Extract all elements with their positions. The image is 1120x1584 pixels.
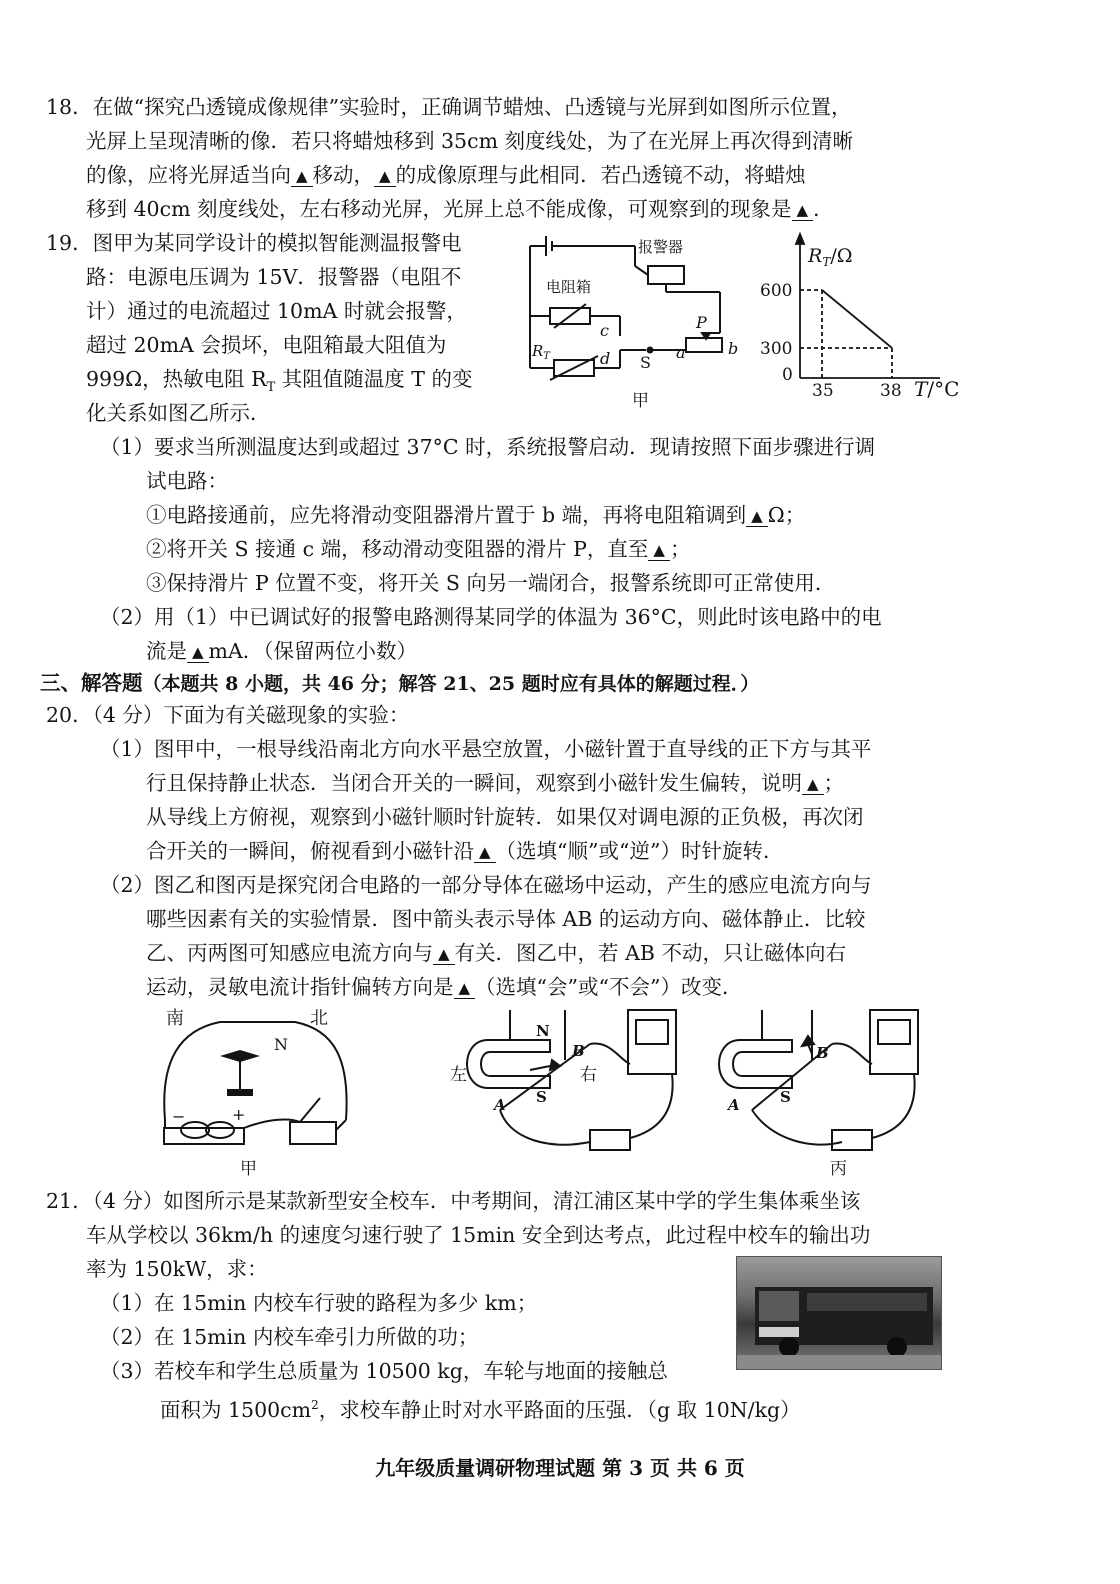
induction-figure-c xyxy=(712,1000,952,1180)
x-axis-label: T/°C xyxy=(914,377,960,401)
q20-part2-line1: （2）图乙和图丙是探究闭合电路的一部分导体在磁场中运动，产生的感应电流方向与 xyxy=(100,873,872,897)
q19-line3: 计）通过的电流超过 10mA 时就会报警， xyxy=(86,299,467,323)
q20-part1-line2 xyxy=(146,768,844,798)
q18-text: 的像，应将光屏适当向 xyxy=(86,163,291,187)
triangle-mark: ▲ xyxy=(653,541,665,559)
q19-line6: 化关系如图乙所示． xyxy=(86,401,271,425)
north-label: 北 xyxy=(310,1008,328,1029)
terminal-c-label: c xyxy=(600,321,609,340)
q18-text: 移到 40cm 刻度线处，左右移动光屏，光屏上总不能成像，可观察到的现象是 xyxy=(86,197,792,221)
magnet-s-label: S xyxy=(780,1088,791,1106)
q21-text: 面积为 1500cm xyxy=(160,1397,312,1422)
triangle-mark: ▲ xyxy=(751,507,763,525)
q19-line4: 超过 20mA 会损坏，电阻箱最大阻值为 xyxy=(86,333,447,357)
induction-figure-b xyxy=(440,1000,680,1160)
answer-blank[interactable] xyxy=(474,841,496,863)
q19-text: 其阻值随温度 T 的变 xyxy=(275,367,473,391)
q21-item3: （3）若校车和学生总质量为 10500 kg，车轮与地面的接触总 xyxy=(100,1359,668,1383)
triangle-mark: ▲ xyxy=(796,201,809,219)
alarm-label: 报警器 xyxy=(638,238,684,256)
q20-text: （选填“顺”或“逆”）时针旋转． xyxy=(495,839,784,863)
q20-text: ； xyxy=(823,771,845,795)
answer-blank[interactable] xyxy=(187,641,209,663)
q20-text: 运动，灵敏电流计指针偏转方向是 xyxy=(146,975,454,999)
answer-blank[interactable] xyxy=(792,199,814,221)
switch-label: S xyxy=(640,353,651,372)
needle-n-label: N xyxy=(274,1035,288,1054)
q19-text: 流是 xyxy=(146,639,187,663)
q21-item2: （2）在 15min 内校车牵引力所做的功； xyxy=(100,1325,479,1349)
q20-text: 行且保持静止状态．当闭合开关的一瞬间，观察到小磁针发生偏转，说明 xyxy=(146,771,802,795)
q19-part2-line2 xyxy=(146,636,417,666)
x-tick-35: 35 xyxy=(812,381,834,401)
alarm-circuit-diagram xyxy=(520,228,750,418)
q18-text: 移动， xyxy=(312,163,375,187)
negative-terminal: − xyxy=(172,1107,186,1126)
figure-caption: 丙 xyxy=(830,1159,847,1179)
q20-part2-line2: 哪些因素有关的实验情景．图中箭头表示导体 AB 的运动方向、磁体静止．比较 xyxy=(146,907,866,931)
q18-text: 的成像原理与此相同．若凸透镜不动，将蜡烛 xyxy=(395,163,806,187)
q19-step1 xyxy=(146,500,805,530)
end-b-label: B xyxy=(572,1042,585,1060)
superscript: 2 xyxy=(311,1398,319,1412)
rt-temperature-graph xyxy=(760,228,970,408)
q21-line1: 21．（4 分）如图所示是某款新型安全校车．中考期间，清江浦区某中学的学生集体乘坐该 xyxy=(46,1189,861,1213)
answer-blank[interactable] xyxy=(433,943,455,965)
q20-part1-line1: （1）图甲中，一根导线沿南北方向水平悬空放置，小磁针置于直导线的正下方与其平 xyxy=(100,737,872,761)
q20-part1-line4 xyxy=(146,836,783,866)
q20-part1-line3: 从导线上方俯视，观察到小磁针顺时针旋转．如果仅对调电源的正负极，再次闭 xyxy=(146,805,864,829)
q21-item3-cont xyxy=(160,1390,801,1425)
y-tick-600: 600 xyxy=(760,281,793,301)
thermistor-label: $R_T$ xyxy=(532,342,550,362)
school-bus-photo xyxy=(736,1256,942,1370)
bus-image xyxy=(737,1257,941,1369)
triangle-mark: ▲ xyxy=(192,643,204,661)
q18-line2: 光屏上呈现清晰的像．若只将蜡烛移到 35cm 刻度线处，为了在光屏上再次得到清晰 xyxy=(86,129,854,153)
figure-caption: 甲 xyxy=(240,1159,257,1179)
page-footer: 九年级质量调研物理试题 第 3 页 共 6 页 xyxy=(375,1456,745,1480)
q19-part1-line2: 试电路： xyxy=(146,469,228,493)
answer-blank[interactable] xyxy=(648,539,670,561)
q18-line3 xyxy=(86,160,806,190)
resistance-box-label: 电阻箱 xyxy=(546,278,592,296)
end-b-label: B xyxy=(816,1044,829,1062)
triangle-mark: ▲ xyxy=(479,843,491,861)
q20-part2-line3 xyxy=(146,938,846,968)
q19-text: 999Ω，热敏电阻 R xyxy=(86,367,267,391)
magnet-n-label: N xyxy=(536,1022,550,1040)
q21-line3: 率为 150kW，求： xyxy=(86,1257,268,1281)
q19-line2: 路：电源电压调为 15V．报警器（电阻不 xyxy=(86,265,462,289)
end-a-label: A xyxy=(494,1096,506,1114)
q19-part1-line1: （1）要求当所测温度达到或超过 37°C 时，系统报警启动．现请按照下面步骤进行调 xyxy=(100,435,876,459)
q20-text: 有关．图乙中，若 AB 不动，只让磁体向右 xyxy=(454,941,846,965)
q19-text: ②将开关 S 接通 c 端，移动滑动变阻器的滑片 P，直至 xyxy=(146,537,649,561)
triangle-mark: ▲ xyxy=(807,775,819,793)
terminal-d-label: d xyxy=(600,349,611,368)
q20-line1: 20．（4 分）下面为有关磁现象的实验： xyxy=(46,703,410,727)
triangle-mark: ▲ xyxy=(379,167,391,185)
answer-blank[interactable] xyxy=(746,505,768,527)
slider-p-label: P xyxy=(696,313,707,332)
q18-line1: 18．在做“探究凸透镜成像规律”实验时，正确调节蜡烛、凸透镜与光屏到如图所示位置， xyxy=(46,95,852,119)
section-title: 三、解答题 xyxy=(40,671,143,695)
answer-blank[interactable] xyxy=(802,773,824,795)
south-label: 南 xyxy=(166,1008,184,1029)
answer-blank[interactable] xyxy=(374,165,396,187)
origin-label: 0 xyxy=(782,365,793,385)
q20-part2-line4 xyxy=(146,972,742,1002)
left-label: 左 xyxy=(450,1065,467,1085)
section-note: （本题共 8 小题，共 46 分；解答 21、25 题时应有具体的解题过程．） xyxy=(142,673,760,695)
triangle-mark: ▲ xyxy=(296,167,308,185)
subscript: T xyxy=(266,380,276,396)
q19-text: Ω； xyxy=(767,503,806,527)
answer-blank[interactable] xyxy=(291,165,313,187)
y-tick-300: 300 xyxy=(760,339,793,359)
right-label: 右 xyxy=(580,1065,597,1085)
positive-terminal: + xyxy=(232,1105,246,1124)
q19-line1: 19．图甲为某同学设计的模拟智能测温报警电 xyxy=(46,231,462,255)
q19-step2 xyxy=(146,534,690,564)
end-a-label: a xyxy=(676,343,686,362)
x-tick-38: 38 xyxy=(880,381,902,401)
oersted-experiment-figure xyxy=(150,1000,360,1180)
q19-text: mA．（保留两位小数） xyxy=(208,639,418,663)
q19-text: ①电路接通前，应先将滑动变阻器滑片置于 b 端，再将电阻箱调到 xyxy=(146,503,747,527)
q21-text: ，求校车静止时对水平路面的压强．（g 取 10N/kg） xyxy=(318,1397,801,1422)
q18-text: ． xyxy=(813,197,834,221)
q19-text: ； xyxy=(669,537,691,561)
figure-caption: 甲 xyxy=(632,391,649,411)
q20-text: （选填“会”或“不会”）改变． xyxy=(475,975,743,999)
q19-part2-line1: （2）用（1）中已调试好的报警电路测得某同学的体温为 36°C，则此时该电路中的电 xyxy=(100,605,882,629)
y-axis-label: $R_T/\Omega$ xyxy=(808,245,853,269)
q21-line2: 车从学校以 36km/h 的速度匀速行驶了 15min 安全到达考点，此过程中校车的输出功 xyxy=(86,1223,871,1247)
q18-line4 xyxy=(86,194,834,224)
q20-text: 乙、丙两图可知感应电流方向与 xyxy=(146,941,433,965)
triangle-mark: ▲ xyxy=(438,945,450,963)
end-a-label: A xyxy=(728,1096,740,1114)
q21-item1: （1）在 15min 内校车行驶的路程为多少 km； xyxy=(100,1291,538,1315)
q19-step3: ③保持滑片 P 位置不变，将开关 S 向另一端闭合，报警系统即可正常使用． xyxy=(146,571,836,595)
triangle-mark: ▲ xyxy=(458,979,471,997)
magnet-s-label: S xyxy=(536,1088,547,1106)
section-heading xyxy=(40,668,759,699)
q20-text: 合开关的一瞬间，俯视看到小磁针沿 xyxy=(146,839,474,863)
end-b-label: b xyxy=(728,339,739,358)
answer-blank[interactable] xyxy=(454,977,476,999)
